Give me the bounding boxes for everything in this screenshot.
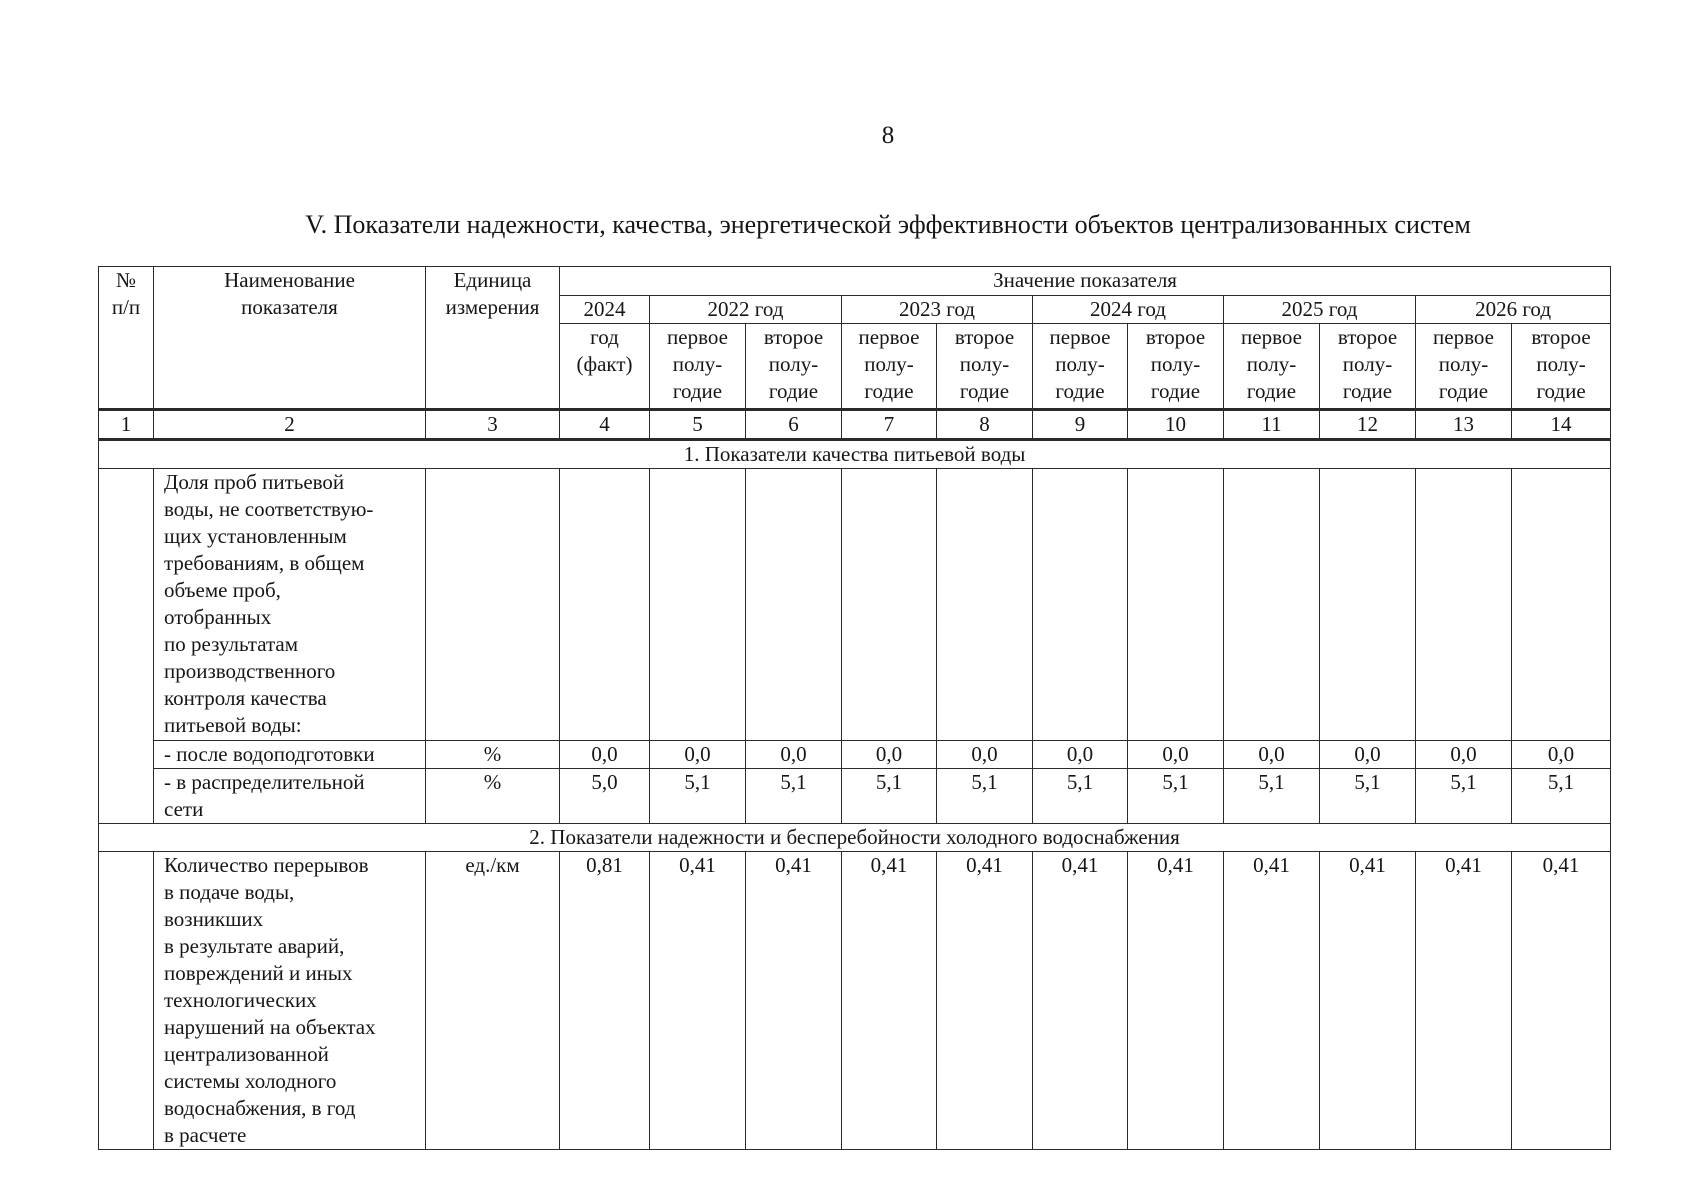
value-cell: 5,1 — [1320, 769, 1416, 824]
header-half-second: второе полу- годие — [1512, 324, 1611, 410]
value-cell: 0,0 — [746, 741, 842, 769]
value-cell: 0,41 — [937, 852, 1033, 1150]
header-year: 2023 год — [842, 296, 1033, 324]
row-name: - в распределительной сети — [154, 769, 426, 824]
value-cell: 0,41 — [650, 852, 746, 1150]
value-cell: 0,0 — [1033, 741, 1128, 769]
header-name: Наименование показателя — [154, 267, 426, 410]
table-row — [99, 852, 1611, 1150]
row-num-empty — [99, 469, 154, 824]
column-number: 7 — [842, 410, 937, 440]
header-half-first: первое полу- годие — [842, 324, 937, 410]
table-row — [99, 741, 1611, 769]
row-unit: % — [426, 741, 560, 769]
value-cell: 0,41 — [1320, 852, 1416, 1150]
indicator-name: Количество перерывов в подаче воды, возникших в результате аварий, повреждений и иных технологических нарушений на объектах централизованной системы холодного водоснабжения, в год в расчете — [154, 852, 426, 1150]
header-half-second: второе полу- годие — [1320, 324, 1416, 410]
header-num: № п/п — [99, 267, 154, 410]
header-half-second: второе полу- годие — [746, 324, 842, 410]
section-row — [99, 440, 1611, 469]
value-cell: 0,0 — [1320, 741, 1416, 769]
section-1-title: 1. Показатели качества питьевой воды — [99, 440, 1611, 469]
value-cell: 0,0 — [1512, 741, 1611, 769]
column-number: 13 — [1416, 410, 1512, 440]
column-number: 10 — [1128, 410, 1224, 440]
value-cell: 0,81 — [560, 852, 650, 1150]
header-base-year: 2024 — [560, 296, 650, 324]
column-number: 12 — [1320, 410, 1416, 440]
value-cell: 0,41 — [746, 852, 842, 1150]
indicators-table — [98, 266, 1611, 1150]
section-title: V. Показатели надежности, качества, энергетической эффективности объектов централизованных систем — [305, 210, 1471, 239]
value-cell: 5,1 — [1128, 769, 1224, 824]
column-number: 11 — [1224, 410, 1320, 440]
value-cell: 5,1 — [1512, 769, 1611, 824]
value-cell: 5,1 — [1416, 769, 1512, 824]
row-unit: % — [426, 769, 560, 824]
table-row — [99, 769, 1611, 824]
value-cell: 0,0 — [937, 741, 1033, 769]
value-cell: 0,41 — [842, 852, 937, 1150]
column-number: 2 — [154, 410, 426, 440]
indicator-name: Доля проб питьевой воды, не соответствую- щих установленным требованиям, в общем объеме проб, отобранных по результатам производственного контроля качества питьевой воды: — [154, 469, 426, 741]
value-cell: 0,0 — [650, 741, 746, 769]
value-cell: 0,41 — [1033, 852, 1128, 1150]
header-year: 2025 год — [1224, 296, 1416, 324]
section-row — [99, 824, 1611, 852]
header-year: 2024 год — [1033, 296, 1224, 324]
header-half-second: второе полу- годие — [937, 324, 1033, 410]
header-unit: Единица измерения — [426, 267, 560, 410]
value-cell: 5,1 — [937, 769, 1033, 824]
column-number: 1 — [99, 410, 154, 440]
header-half-first: первое полу- годие — [1416, 324, 1512, 410]
value-cell: 0,0 — [560, 741, 650, 769]
header-year: 2026 год — [1416, 296, 1611, 324]
header-half-second: второе полу- годие — [1128, 324, 1224, 410]
column-numbers-row — [99, 410, 1611, 440]
value-cell: 0,0 — [842, 741, 937, 769]
value-cell: 5,0 — [560, 769, 650, 824]
row-name: - после водоподготовки — [154, 741, 426, 769]
value-cell: 5,1 — [746, 769, 842, 824]
column-number: 4 — [560, 410, 650, 440]
column-number: 9 — [1033, 410, 1128, 440]
row-num-empty — [99, 852, 154, 1150]
value-cell: 0,0 — [1224, 741, 1320, 769]
column-number: 8 — [937, 410, 1033, 440]
value-cell: 0,41 — [1512, 852, 1611, 1150]
header-half-first: первое полу- годие — [1033, 324, 1128, 410]
value-cell: 0,41 — [1416, 852, 1512, 1150]
value-cell: 0,0 — [1128, 741, 1224, 769]
table-row — [99, 469, 1611, 741]
column-number: 5 — [650, 410, 746, 440]
row-unit: ед./км — [426, 852, 560, 1150]
header-value: Значение показателя — [560, 267, 1611, 296]
column-number: 14 — [1512, 410, 1611, 440]
value-cell: 0,0 — [1416, 741, 1512, 769]
header-half-first: первое полу- годие — [650, 324, 746, 410]
header-half-first: первое полу- годие — [1224, 324, 1320, 410]
section-2-title: 2. Показатели надежности и бесперебойности холодного водоснабжения — [99, 824, 1611, 852]
page-number: 8 — [881, 122, 895, 149]
column-number: 6 — [746, 410, 842, 440]
value-cell: 0,41 — [1224, 852, 1320, 1150]
value-cell: 5,1 — [1033, 769, 1128, 824]
header-base-note: год (факт) — [560, 324, 650, 410]
value-cell: 5,1 — [650, 769, 746, 824]
value-cell: 5,1 — [1224, 769, 1320, 824]
header-row — [99, 267, 1611, 296]
value-cell: 5,1 — [842, 769, 937, 824]
header-year: 2022 год — [650, 296, 842, 324]
value-cell: 0,41 — [1128, 852, 1224, 1150]
column-number: 3 — [426, 410, 560, 440]
